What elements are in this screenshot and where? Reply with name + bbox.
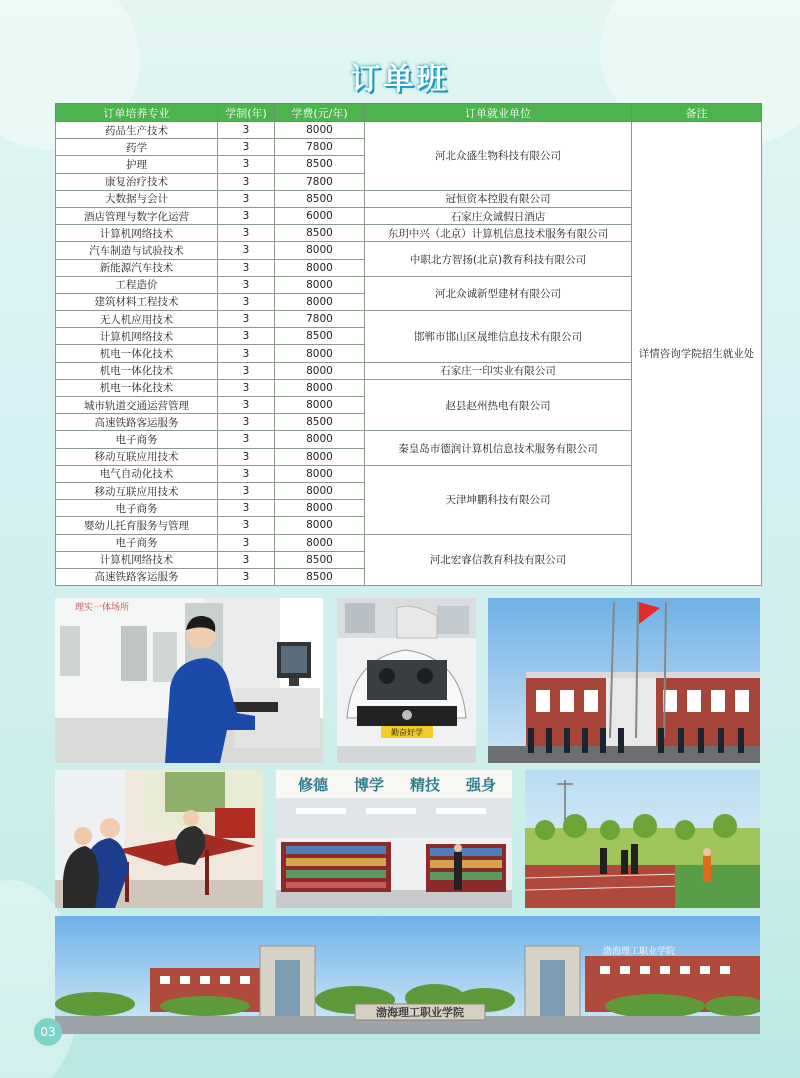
cell-employer: 邯郸市邯山区晟维信息技术有限公司 [365,311,632,363]
cell-fee: 8000 [275,276,365,293]
cell-major: 移动互联应用技术 [56,482,218,499]
cell-major: 新能源汽车技术 [56,259,218,276]
cell-major: 计算机网络技术 [56,225,218,242]
cell-years: 3 [218,362,275,379]
cell-years: 3 [218,156,275,173]
cell-employer: 河北众诚新型建材有限公司 [365,276,632,310]
photo-running-track-art [525,770,760,908]
cell-fee: 8000 [275,448,365,465]
cell-years: 3 [218,276,275,293]
cell-employer: 天津坤鹏科技有限公司 [365,465,632,534]
cell-years: 3 [218,293,275,310]
photo-library [276,770,512,908]
cell-major: 高速铁路客运服务 [56,414,218,431]
cell-years: 3 [218,225,275,242]
cell-fee: 7800 [275,311,365,328]
cell-major: 城市轨道交通运营管理 [56,397,218,414]
cell-major: 机电一体化技术 [56,362,218,379]
cell-years: 3 [218,122,275,139]
photo-library-art [276,770,512,908]
cell-employer: 东玥中兴（北京）计算机信息技术服务有限公司 [365,225,632,242]
page-number: 03 [34,1018,62,1046]
car-plate-text: 勤奋好学 [391,728,423,737]
cell-fee: 8000 [275,534,365,551]
cell-major: 移动互联应用技术 [56,448,218,465]
cell-employer: 秦皇岛市德润计算机信息技术服务有限公司 [365,431,632,465]
header-fee: 学费(元/年) [275,104,365,122]
cell-years: 3 [218,448,275,465]
cell-years: 3 [218,551,275,568]
library-banner-3: 精技 [410,776,441,794]
cell-fee: 8000 [275,293,365,310]
cell-major: 汽车制造与试验技术 [56,242,218,259]
photo-computer-lab-art [55,598,323,763]
cell-employer: 中职北方智扬(北京)教育科技有限公司 [365,242,632,276]
cell-fee: 8000 [275,482,365,499]
photo-flag-ceremony [488,598,760,763]
photo-computer-lab [55,598,323,763]
cell-major: 工程造价 [56,276,218,293]
page-title: 订单班 [350,62,450,97]
cell-major: 电气自动化技术 [56,465,218,482]
cell-years: 3 [218,345,275,362]
cell-years: 3 [218,379,275,396]
cell-major: 酒店管理与数字化运营 [56,207,218,224]
order-class-table [55,103,762,586]
header-employer: 订单就业单位 [365,104,632,122]
cell-years: 3 [218,139,275,156]
table-row [56,122,762,139]
cell-fee: 8500 [275,156,365,173]
cell-major: 计算机网络技术 [56,551,218,568]
cell-fee: 8000 [275,345,365,362]
photo-study-room-art [55,770,263,908]
cell-major: 机电一体化技术 [56,379,218,396]
cell-years: 3 [218,500,275,517]
cell-employer: 冠恒资本控股有限公司 [365,190,632,207]
cell-fee: 8000 [275,500,365,517]
cell-major: 机电一体化技术 [56,345,218,362]
cell-major: 建筑材料工程技术 [56,293,218,310]
header-major: 订单培养专业 [56,104,218,122]
cell-employer: 石家庄一印实业有限公司 [365,362,632,379]
lab-sign-text: 理实一体场所 [75,603,130,613]
cell-fee: 7800 [275,139,365,156]
cell-fee: 8000 [275,465,365,482]
cell-years: 3 [218,517,275,534]
library-banner-4: 强身 [466,776,497,794]
cell-fee: 8500 [275,568,365,585]
library-banner-1: 修德 [298,776,329,794]
cell-fee: 6000 [275,207,365,224]
photo-running-track [525,770,760,908]
cell-major: 护理 [56,156,218,173]
cell-fee: 8500 [275,225,365,242]
gate-plaque-text: 渤海理工职业学院 [376,1006,464,1019]
cell-employer: 河北众盛生物科技有限公司 [365,122,632,191]
cell-major: 电子商务 [56,431,218,448]
cell-years: 3 [218,242,275,259]
cell-years: 3 [218,568,275,585]
cell-major: 药学 [56,139,218,156]
cell-years: 3 [218,482,275,499]
cell-major: 康复治疗技术 [56,173,218,190]
cell-major: 药品生产技术 [56,122,218,139]
cell-fee: 8000 [275,122,365,139]
cell-fee: 8000 [275,259,365,276]
cell-major: 电子商务 [56,534,218,551]
cell-fee: 8500 [275,551,365,568]
photo-flag-ceremony-art [488,598,760,763]
cell-years: 3 [218,311,275,328]
cell-fee: 8000 [275,362,365,379]
photo-car-engine-art [337,598,476,763]
cell-years: 3 [218,328,275,345]
cell-years: 3 [218,414,275,431]
cell-remark: 详情咨询学院招生就业处 [632,122,762,586]
cell-employer: 河北宏睿信教育科技有限公司 [365,534,632,586]
cell-years: 3 [218,259,275,276]
photo-campus-gate [55,916,760,1034]
cell-fee: 8000 [275,517,365,534]
cell-employer: 赵县赵州热电有限公司 [365,379,632,431]
cell-fee: 8000 [275,431,365,448]
cell-fee: 7800 [275,173,365,190]
library-banner-2: 博学 [354,776,385,794]
cell-major: 计算机网络技术 [56,328,218,345]
cell-fee: 8000 [275,379,365,396]
cell-years: 3 [218,207,275,224]
cell-years: 3 [218,431,275,448]
cell-years: 3 [218,190,275,207]
photo-campus-gate-art [55,916,760,1034]
cell-major: 电子商务 [56,500,218,517]
cell-major: 无人机应用技术 [56,311,218,328]
table-header-row [56,104,762,122]
cell-years: 3 [218,534,275,551]
cell-employer: 石家庄众诚假日酒店 [365,207,632,224]
cell-major: 大数据与会计 [56,190,218,207]
header-years: 学制(年) [218,104,275,122]
cell-fee: 8500 [275,328,365,345]
cell-fee: 8500 [275,414,365,431]
cell-years: 3 [218,397,275,414]
cell-major: 婴幼儿托育服务与管理 [56,517,218,534]
title-area [0,50,800,102]
cell-years: 3 [218,465,275,482]
cell-major: 高速铁路客运服务 [56,568,218,585]
cell-fee: 8000 [275,242,365,259]
header-remark: 备注 [632,104,762,122]
cell-fee: 8500 [275,190,365,207]
cell-fee: 8000 [275,397,365,414]
cell-years: 3 [218,173,275,190]
gate-sign-text: 渤海理工职业学院 [603,947,676,957]
photo-study-room [55,770,263,908]
photo-car-engine [337,598,476,763]
